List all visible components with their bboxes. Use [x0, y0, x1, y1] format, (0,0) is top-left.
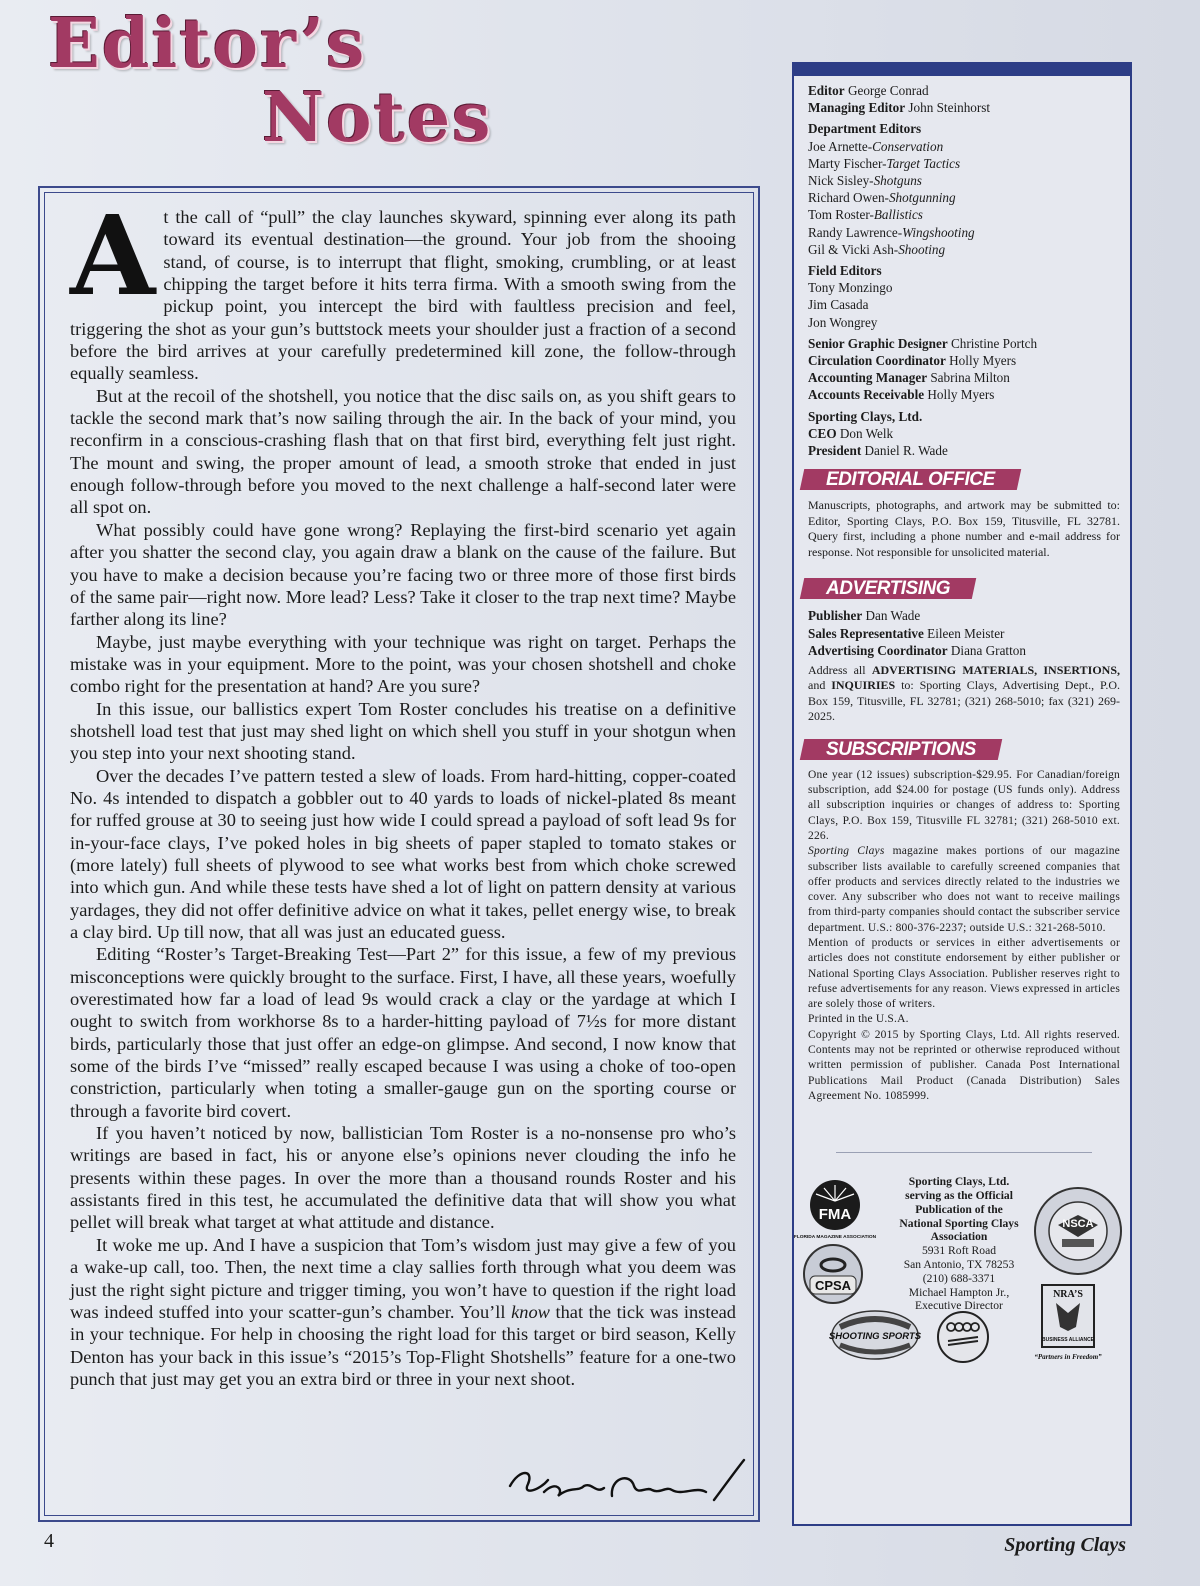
advertising-address: Address all ADVERTISING MATERIALS, INSERTIONS, and INQUIRIES to: Sporting Clays, Advertising Dept., P.O. Box 159, Titusville, FL 32781; (321) 268-5010; fax (321) 269-2025.: [808, 662, 1120, 724]
svg-text:NRA’S: NRA’S: [1053, 1289, 1083, 1301]
cpsa-logo: [802, 1243, 864, 1305]
letter-paragraph: Editing “Roster’s Target-Breaking Test—Part 2” for this issue, a few of my previous misconceptions were quickly brought to the surface. First, I have, all these years, woefully overestimated how far a load of lead 9s would crack a clay or the yardage at which I ought to switch from workhorse 8s to a harder-hitting payload of 7½s for more distant birds, particularly those that just offer an edge-on glimpse. And second, I now know that some of the birds I’ve “missed” really escaped because I was using a choke of too-open constriction, particularly when toting a smaller-gauge gun on the sporting course or through a favorite bird covert.: [70, 944, 736, 1121]
field-editors: Field Editors Tony Monzingo Jim Casada Jon Wongrey: [808, 263, 893, 330]
advertising-heading: ADVERTISING: [800, 578, 977, 599]
letter-paragraph: In this issue, our ballistics expert Tom Roster concludes his treatise on a definitive shotshell load test that just may shed light on which shell you stuff in your shotgun when you step into your next shooting stand.: [70, 698, 736, 764]
fma-logo: [793, 1179, 877, 1241]
editor-block: Editor George Conrad Managing Editor John Steinhorst: [808, 83, 991, 116]
divider: [836, 1152, 1092, 1153]
printed-notice: Printed in the U.S.A.: [808, 1013, 909, 1026]
privacy-notice: Sporting Clays magazine makes portions of our magazine subscriber lists available to carefully screened companies that offer products and services directly related to the industries we cover. Any subscriber who does not want to receive mailings from third-party companies should contact the subscriber service department. U.S.: 800-376-2237; outside U.S.: 321-268-5010.: [808, 845, 1120, 934]
association-info: Sporting Clays, Ltd. serving as the Official Publication of the National Sporting Clays Association 5931 Roft Road San Antonio, TX 78253 (210) 688-3371 Michael Hampton Jr., Executive Director: [899, 1175, 1019, 1313]
letter-paragraph: But at the recoil of the shotshell, you notice that the disc sails on, as you shift gears to tackle the second mark that’s now sailing through the air. In the back of your mind, you reconfirm in a conscious-crashing flash that on that first bird, everything felt just right. The mount and swing, the proper amount of lead, a smooth stroke that ended in just enough follow-through before you moved to the next challenge a half-second later were all spot on.: [70, 385, 736, 518]
editor-signature: [500, 1456, 750, 1516]
editorial-office-heading: EDITORIAL OFFICE: [800, 469, 1021, 490]
drop-cap: A: [70, 191, 156, 320]
nsca-logo: [1032, 1185, 1124, 1277]
association-logos: [793, 1171, 1120, 1362]
svg-text:SHOOTING SPORTS: SHOOTING SPORTS: [828, 1331, 922, 1343]
endorsement-notice: Mention of products or services in either advertisements or articles does not constitute endorsement by either publisher or National Sporting Clays Association. Publisher reserves right to refuse advertisements for any reason. Views expressed in articles are solely those of writers.: [808, 937, 1120, 1011]
subscriptions-heading: SUBSCRIPTIONS: [800, 739, 1002, 760]
nssf-logo: [830, 1309, 920, 1361]
title-line-1: Editor’s: [48, 4, 367, 84]
letter-paragraph: Maybe, just maybe everything with your technique was right on target. Perhaps the mistake was in your equipment. More to the point, was your chosen shotshell and choke combo right for the presentation at hand? Are you sure?: [70, 631, 736, 697]
company-block: Sporting Clays, Ltd. CEO Don Welk President Daniel R. Wade: [808, 408, 948, 459]
fitasc-logo: [936, 1307, 990, 1367]
letter-paragraph: Over the decades I’ve pattern tested a slew of loads. From hard-hitting, copper-coated No. 4s intended to dispatch a gobbler out to 40 yards to loads of nickel-plated 8s meant for ruffed grouse at 30 to seeing just how wide I could spread a payload of soft lead 9s for in-your-face clays, I’ve poked holes in big sheets of paper stapled to tomato stakes or (more lately) full sheets of plywood to see what works best from which choke screwed into which gun. And while these tests have shed a lot of light on pattern density at various yardages, they did not offer definitive advice on what it takes, pellet energy wise, to break a clay bird. Up till now, that all was just an educated guess.: [70, 765, 736, 942]
svg-text:“Partners in Freedom”: “Partners in Freedom”: [1034, 1353, 1102, 1362]
letter-paragraph-last: It woke me up. And I have a suspicion that Tom’s wisdom just may give a few of you a wake-up call, too. Then, the next time a clay sallies forth through what you deem was just the right sight picture and trigger timing, you won’t have to question if the right load was indeed stuffed into your scatter-gun’s chamber. You’ll know that the tick was instead in your technique. For help in choosing the right load for this target or bird season, Kelly Denton has your back in this issue’s “2015’s Top-Flight Shotshells” feature for a one-two punch that just may get you an extra bird or three in your next shoot.: [70, 1234, 737, 1389]
magazine-name: Sporting Clays: [1004, 1534, 1126, 1556]
letter-paragraph: What possibly could have gone wrong? Replaying the first-bird scenario yet again after you shatter the second clay, you again draw a blank on the cause of the failure. But you have to make a decision because you’re facing two or three more of those first birds of the same pair—right now. More lead? Less? Take it closer to the trap next time? Maybe farther along its line?: [70, 519, 736, 630]
department-editors: Department Editors Joe Arnette-Conservation Marty Fischer-Target Tactics Nick Sisley-Shotguns Richard Owen-Shotgunning Tom Roster-Ballistics Randy Lawrence-Wingshooting Gil & Vicki Ash-Shooting: [808, 121, 975, 257]
nra-business-alliance-logo: [1036, 1283, 1100, 1369]
subscriptions-text: One year (12 issues) subscription-$29.95. For Canadian/foreign subscription, add $24.00 for postage (US funds only). Address all subscription inquiries or changes of address to: Sporting Clays, P.O. Box 159, Titusville FL 32781; (321) 268-5010 ext. 226.: [808, 768, 1120, 842]
letter-body: [70, 191, 737, 1390]
editors-letter: [38, 186, 760, 1522]
svg-text:BUSINESS ALLIANCE: BUSINESS ALLIANCE: [1041, 1337, 1095, 1344]
svg-text:NSCA: NSCA: [1062, 1218, 1094, 1231]
title-line-2: Notes: [262, 78, 493, 158]
masthead: [792, 62, 1132, 1526]
svg-text:FLORIDA MAGAZINE ASSOCIATION: FLORIDA MAGAZINE ASSOCIATION: [793, 1235, 877, 1241]
svg-text:FMA: FMA: [818, 1206, 852, 1224]
staff-list: Senior Graphic Designer Christine Portch Circulation Coordinator Holly Myers Accounting Manager Sabrina Milton Accounts Receivable Holly Myers: [808, 335, 1038, 403]
page-number: 4: [44, 1530, 54, 1552]
letter-paragraph: If you haven’t noticed by now, ballistician Tom Roster is a no-nonsense pro who’s writings are based in fact, his or anyone else’s opinions never clouding the info he presents within these pages. In over the more than a thousand rounds Roster and his assistants fired in this test, he accumulated the definitive data that will show you what pellet will break what target at what attitude and distance.: [70, 1123, 736, 1233]
letter-paragraph-1: At the call of “pull” the clay launches skyward, spinning ever along its path toward its eventual destination—the ground. Your job from the shooing stand, of course, is to interrupt that flight, smoking, crumbling, or at least chipping the target before it hits terra firma. With a smooth swing from the pickup point, you intercept the bird with faultless precision and feel, triggering the shot as your gun’s buttstock meets your shoulder just a fraction of a second before the bird arrives at your carefully predetermined kill zone, the follow-through equally seamless.: [70, 191, 736, 384]
editorial-office-text: Manuscripts, photographs, and artwork may be submitted to: Editor, Sporting Clays, P.O. Box 159, Titusville, FL 32781. Query first, including a phone number and e-mail address for response. Not responsible for unsolicited material.: [808, 498, 1120, 559]
copyright-notice: Copyright © 2015 by Sporting Clays, Ltd. All rights reserved. Contents may not be reprinted or otherwise reproduced without written permission of publisher. Canada Post International Publications Mail Product (Canada Distribution) Sales Agreement No. 1085999.: [808, 1028, 1120, 1102]
svg-text:CPSA: CPSA: [814, 1278, 852, 1294]
advertising-staff: Publisher Dan Wade Sales Representative Eileen Meister Advertising Coordinator Diana Gratton: [808, 608, 1026, 658]
